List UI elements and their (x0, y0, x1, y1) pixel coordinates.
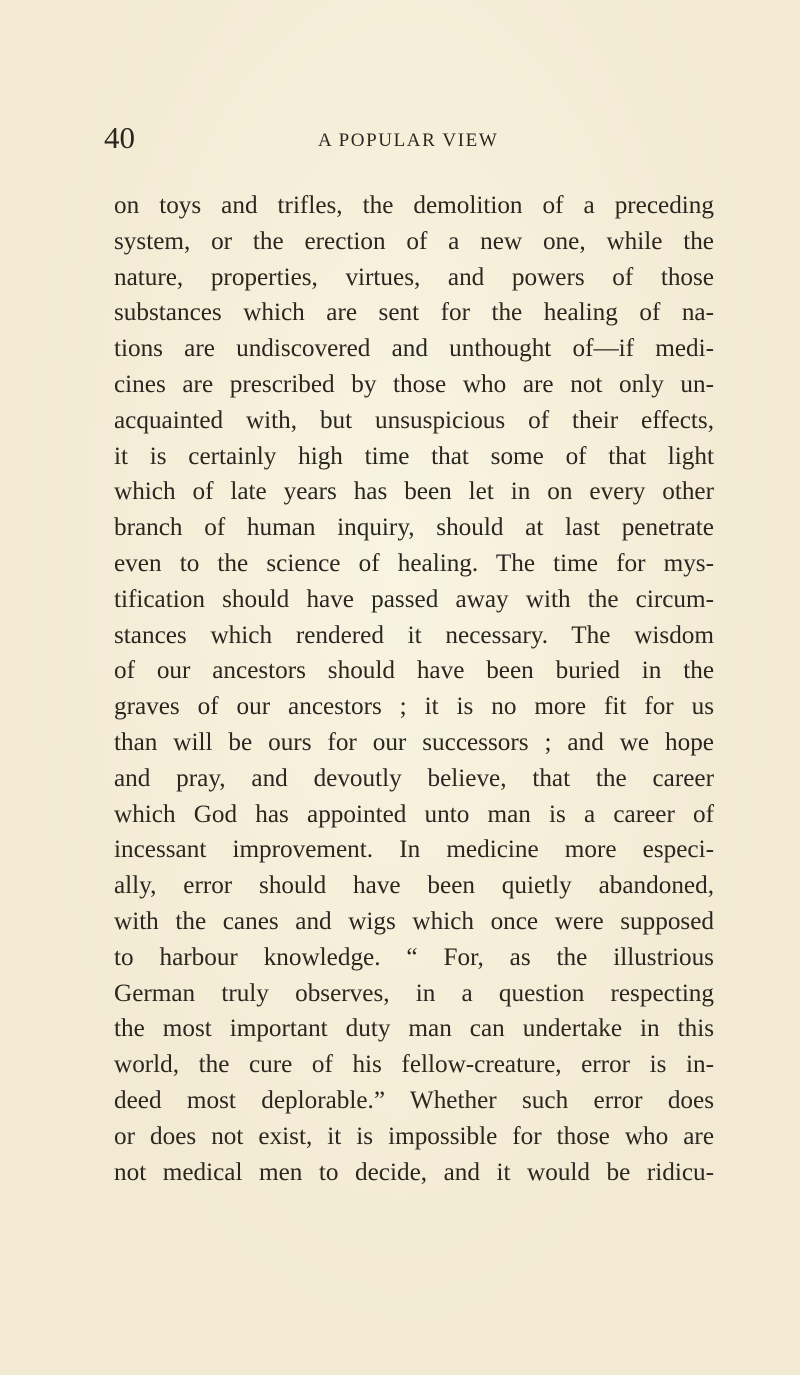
text-line: acquainted with, but unsuspicious of their effects, (114, 406, 714, 434)
text-line: to harbour knowledge. “ For, as the illustrious (114, 943, 714, 971)
text-line: tification should have passed away with the circum- (114, 585, 714, 613)
text-line: on toys and trifles, the demolition of a preceding (114, 192, 714, 219)
running-title: A POPULAR VIEW (318, 130, 499, 151)
text-line: tions are undiscovered and unthought of—if medi- (114, 335, 714, 363)
text-line: which God has appointed unto man is a career of (114, 800, 714, 828)
text-line: which of late years has been let in on every other (114, 478, 714, 506)
text-line: deed most deplorable.” Whether such error does (114, 1086, 714, 1114)
text-line: than will be ours for our successors ; and we hope (114, 728, 714, 756)
text-line: world, the cure of his fellow-creature, error is in- (114, 1051, 714, 1079)
running-head (0, 118, 800, 158)
text-line: incessant improvement. In medicine more especi- (114, 836, 714, 864)
text-line: branch of human inquiry, should at last penetrate (114, 514, 714, 542)
text-line: graves of our ancestors ; it is no more fit for us (114, 693, 714, 721)
text-line: of our ancestors should have been buried in the (114, 657, 714, 685)
text-line: the most important duty man can undertake in this (114, 1015, 714, 1043)
text-line: it is certainly high time that some of that light (114, 442, 714, 470)
text-line: with the canes and wigs which once were supposed (114, 907, 714, 935)
text-line: German truly observes, in a question respecting (114, 979, 714, 1007)
page-number: 40 (104, 120, 135, 155)
text-line: not medical men to decide, and it would be ridicu- (114, 1158, 714, 1186)
text-line: cines are prescribed by those who are not only un- (114, 370, 714, 398)
text-line: or does not exist, it is impossible for those who are (114, 1122, 714, 1150)
body-paragraph (114, 188, 714, 1190)
text-line: even to the science of healing. The time for mys- (114, 549, 714, 577)
text-line: ally, error should have been quietly abandoned, (114, 872, 714, 900)
text-line: substances which are sent for the healing of na- (114, 299, 714, 327)
text-line: nature, properties, virtues, and powers of those (114, 263, 714, 291)
text-line: and pray, and devoutly believe, that the career (114, 764, 714, 792)
text-line: stances which rendered it necessary. The wisdom (114, 621, 714, 649)
text-line: system, or the erection of a new one, while the (114, 227, 714, 255)
